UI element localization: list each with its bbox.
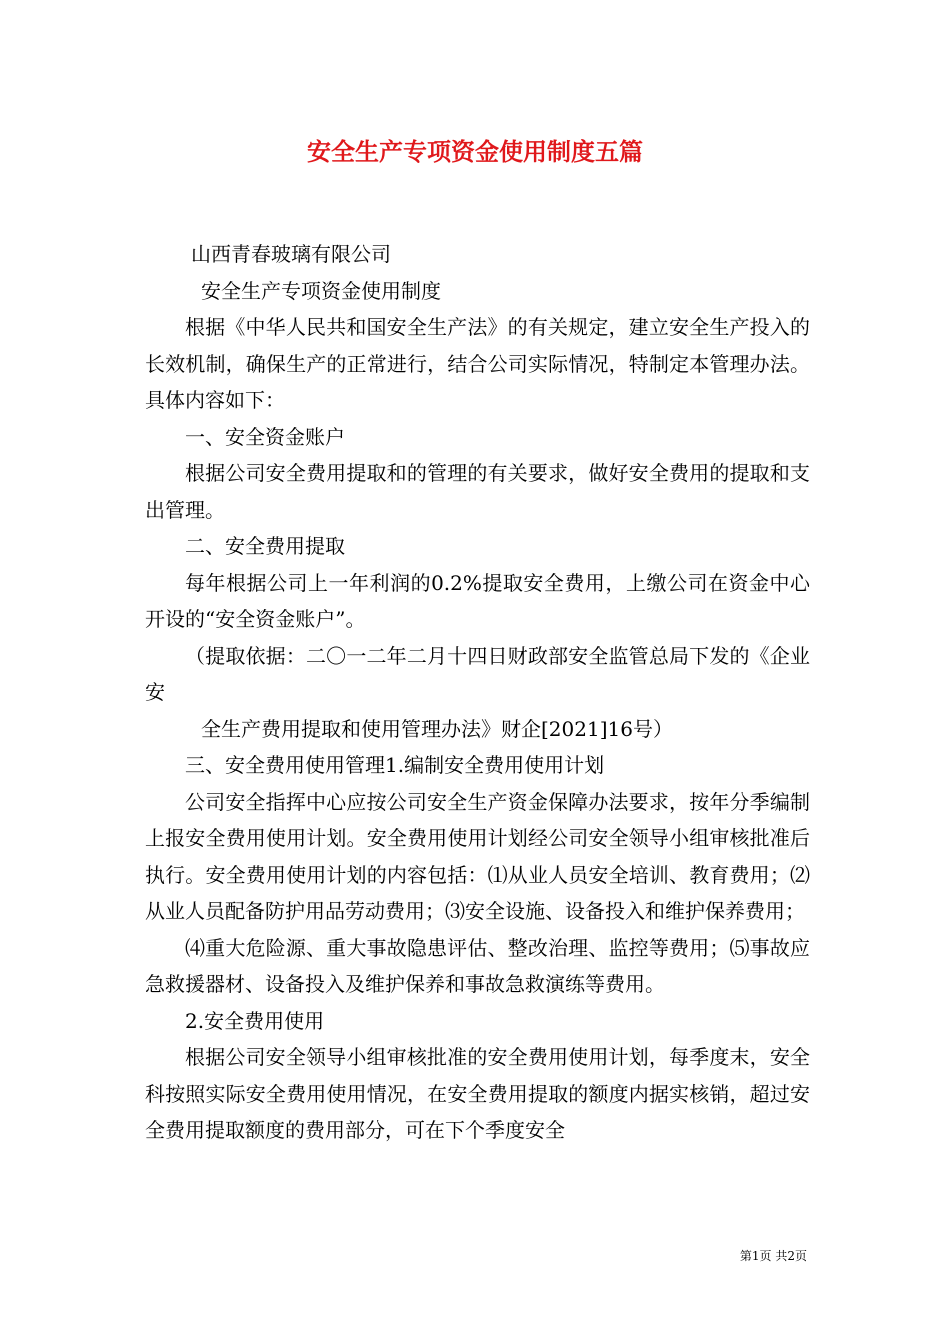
- document-title: 安全生产专项资金使用制度五篇: [307, 138, 643, 166]
- paragraph: 根据《中华人民共和国安全生产法》的有关规定，建立安全生产投入的长效机制，确保生产的正常进行，结合公司实际情况，特制定本管理办法。具体内容如下：: [145, 315, 810, 412]
- section-heading: 三、安全费用使用管理1.编制安全费用使用计划: [185, 753, 605, 777]
- paragraph: 根据公司安全领导小组审核批准的安全费用使用计划，每季度末，安全科按照实际安全费用使用情况，在安全费用提取的额度内据实核销，超过安全费用提取额度的费用部分，可在下个季度安全: [145, 1045, 810, 1142]
- section-heading: 安全生产专项资金使用制度: [201, 278, 441, 303]
- paragraph: 每年根据公司上一年利润的0.2%提取安全费用，上缴公司在资金中心开设的“安全资金账户”。: [145, 570, 810, 631]
- paragraph: （提取依据：二〇一二年二月十四日财政部安全监管总局下发的《企业安: [145, 643, 810, 704]
- paragraph: ⑷重大危险源、重大事故隐患评估、整改治理、监控等费用；⑸事故应急救援器材、设备投入及维护保养和事故急救演练等费用。: [145, 935, 810, 996]
- paragraph: 全生产费用提取和使用管理办法》财企[2021]16号）: [201, 716, 673, 741]
- section-heading: 一、安全资金账户: [185, 424, 345, 449]
- paragraph: 根据公司安全费用提取和的管理的有关要求，做好安全费用的提取和支出管理。: [145, 461, 810, 522]
- section-heading: 2.安全费用使用: [185, 1008, 325, 1033]
- paragraph: 公司安全指挥中心应按公司安全生产资金保障办法要求，按年分季编制上报安全费用使用计划。安全费用使用计划经公司安全领导小组审核批准后执行。安全费用使用计划的内容包括：⑴从业人员安全培训、教育费用；⑵从业人员配备防护用品劳动费用；⑶安全设施、设备投入和维护保养费用；: [145, 789, 810, 923]
- section-heading: 二、安全费用提取: [185, 534, 345, 558]
- document-body: [145, 236, 810, 1149]
- page-number: 第1页 共2页: [739, 1249, 807, 1263]
- company-name: 山西青春玻璃有限公司: [191, 242, 391, 266]
